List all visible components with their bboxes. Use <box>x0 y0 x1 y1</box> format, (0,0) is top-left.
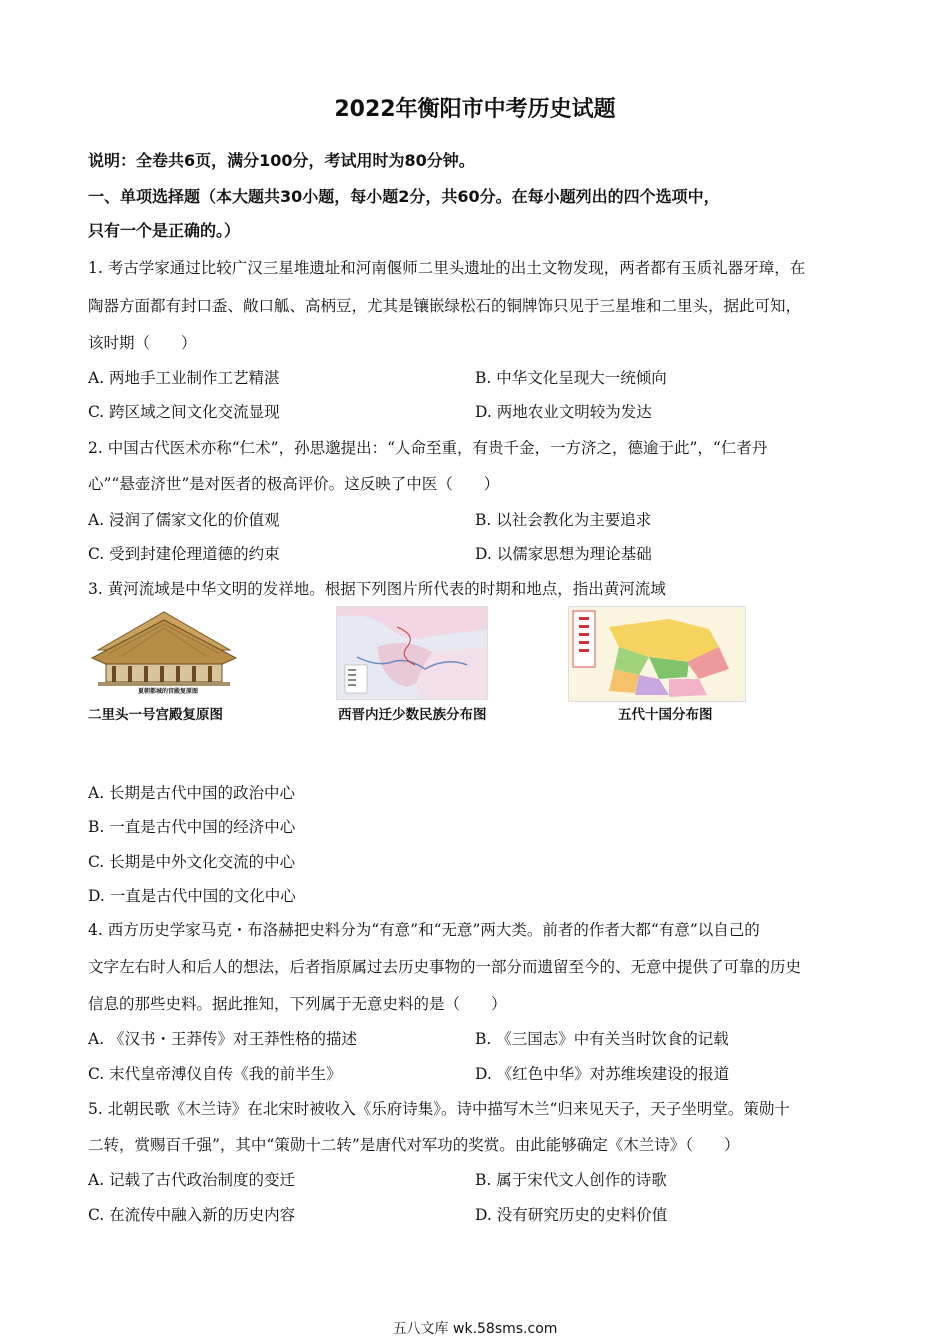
q3-stem-line1: 3. 黄河流域是中华文明的发祥地。根据下列图片所代表的时期和地点，指出黄河流域 <box>88 580 666 598</box>
q1-stem-line3: 该时期（ ） <box>88 334 197 352</box>
q1-stem-line2: 陶器方面都有封口盉、敞口觚、高柄豆，尤其是镶嵌绿松石的铜牌饰只见于三星堆和二里头，据此可知， <box>88 297 802 315</box>
five-dynasties-map-figure <box>568 606 746 702</box>
q4-option-d: D. 《红色中华》对苏维埃建设的报道 <box>475 1065 730 1083</box>
q4-stem-line1: 4. 西方历史学家马克・布洛赫把史料分为“有意”和“无意”两大类。前者的作者大都“有意”以自己的 <box>88 921 760 939</box>
q2-stem-line2: 心”“悬壶济世”是对医者的极高评价。这反映了中医（ ） <box>88 475 500 493</box>
q5-option-a: A. 记载了古代政治制度的变迁 <box>88 1171 296 1189</box>
q3-option-a: A. 长期是古代中国的政治中心 <box>88 784 296 802</box>
section-heading-line1: 一、单项选择题（本大题共30小题，每小题2分，共60分。在每小题列出的四个选项中， <box>88 187 720 206</box>
fig2-caption: 西晋内迁少数民族分布图 <box>338 707 487 723</box>
q2-option-a: A. 浸润了儒家文化的价值观 <box>88 511 280 529</box>
section-heading-line2: 只有一个是正确的。） <box>88 221 241 240</box>
q5-option-c: C. 在流传中融入新的历史内容 <box>88 1206 296 1224</box>
footer-watermark: 五八文库 wk.58sms.com <box>392 1321 558 1337</box>
q1-stem-line1: 1. 考古学家通过比较广汉三星堆遗址和河南偃师二里头遗址的出土文物发现，两者都有玉质礼器牙璋，在 <box>88 259 806 277</box>
q2-stem-line1: 2. 中国古代医术亦称“仁术”，孙思邈提出：“人命至重，有贵千金，一方济之，德逾于此”，“仁者丹 <box>88 439 768 457</box>
q4-stem-line2: 文字左右时人和后人的想法，后者指原属过去历史事物的一部分而遗留至今的、无意中提供了可靠的历史 <box>88 958 802 976</box>
fig1-caption: 二里头一号宫殿复原图 <box>88 707 223 723</box>
q4-option-c: C. 末代皇帝溥仪自传《我的前半生》 <box>88 1065 342 1083</box>
q4-stem-line3: 信息的那些史料。据此推知，下列属于无意史料的是（ ） <box>88 995 507 1013</box>
page-title: 2022年衡阳市中考历史试题 <box>334 97 616 122</box>
q1-option-b: B. 中华文化呈现大一统倾向 <box>475 369 667 387</box>
q1-option-d: D. 两地农业文明较为发达 <box>475 403 652 421</box>
q2-option-b: B. 以社会教化为主要追求 <box>475 511 652 529</box>
q3-option-d: D. 一直是古代中国的文化中心 <box>88 887 296 905</box>
palace-reconstruction-figure <box>88 606 240 700</box>
fig3-caption: 五代十国分布图 <box>618 707 713 723</box>
q5-stem-line1: 5. 北朝民歌《木兰诗》在北宋时被收入《乐府诗集》。诗中描写木兰“归来见天子，天子坐明堂。策勋十 <box>88 1100 790 1118</box>
q3-option-b: B. 一直是古代中国的经济中心 <box>88 818 296 836</box>
q5-option-d: D. 没有研究历史的史料价值 <box>475 1206 668 1224</box>
q2-option-d: D. 以儒家思想为理论基础 <box>475 545 652 563</box>
q1-option-a: A. 两地手工业制作工艺精湛 <box>88 369 280 387</box>
instructions: 说明：全卷共6页，满分100分，考试用时为80分钟。 <box>88 151 475 170</box>
western-jin-map-figure <box>336 606 488 700</box>
q5-option-b: B. 属于宋代文人创作的诗歌 <box>475 1171 667 1189</box>
q4-option-a: A. 《汉书・王莽传》对王莽性格的描述 <box>88 1030 358 1048</box>
q4-option-b: B. 《三国志》中有关当时饮食的记载 <box>475 1030 729 1048</box>
q1-option-c: C. 跨区域之间文化交流显现 <box>88 403 280 421</box>
q3-option-c: C. 长期是中外文化交流的中心 <box>88 853 296 871</box>
q2-option-c: C. 受到封建伦理道德的约束 <box>88 545 280 563</box>
q5-stem-line2: 二转，赏赐百千强”，其中“策勋十二转”是唐代对军功的奖赏。由此能够确定《木兰诗》（ ） <box>88 1136 740 1154</box>
palace-figure-inner-label: 夏朝都城的宫殿复原图 <box>138 688 199 695</box>
